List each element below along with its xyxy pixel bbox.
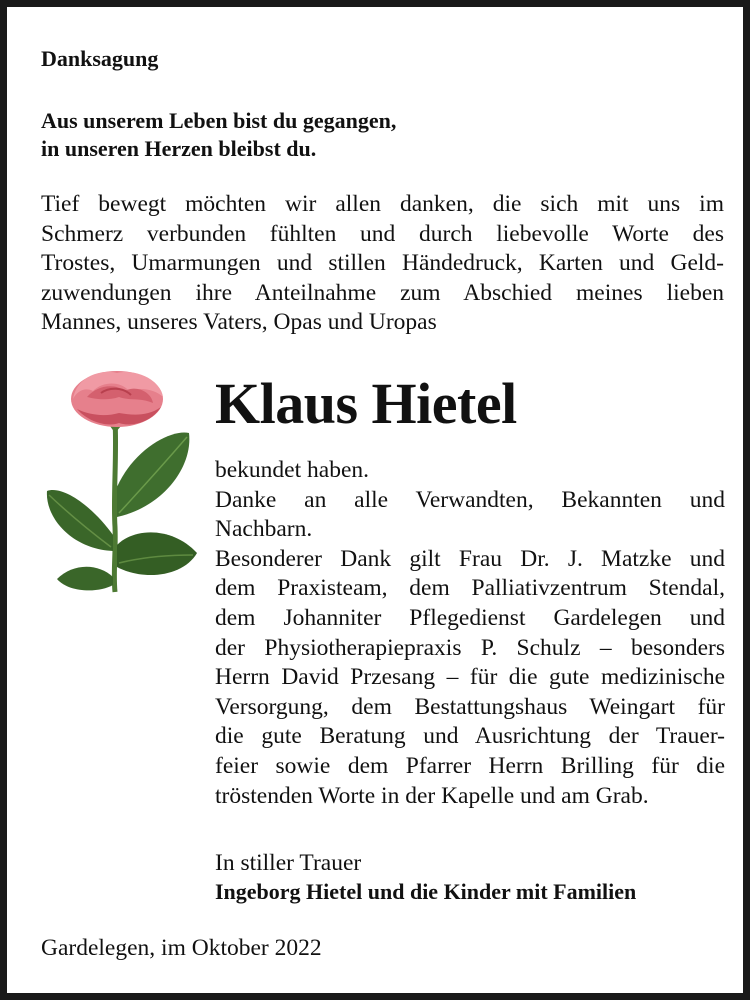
deceased-name: Klaus Hietel [215,371,517,436]
intro-line: Mannes, unseres Vaters, Opas und Uropas [41,309,437,336]
notice-heading: Danksagung [41,46,159,71]
motto-line: Aus unserem Leben bist du gegangen, [41,108,397,133]
intro-paragraph [41,190,724,338]
body-line: tröstenden Worte in der Kapelle und am Grab. [215,782,649,809]
intro-line: Tief bewegt möchten wir allen danken, die sich mit uns im [41,191,724,217]
body-line: bekundet haben. [215,457,370,483]
signatories: Ingeborg Hietel und die Kinder mit Familien [215,879,637,904]
body-line: Versorgung, dem Bestattungshaus Weingart für [215,693,725,720]
body-line: Nachbarn. [215,516,313,543]
body-line: feier sowie dem Pfarrer Herrn Brilling für die [215,752,725,779]
body-paragraph [215,456,725,811]
body-line: der Physiotherapiepraxis P. Schulz – besonders [215,634,725,661]
body-line: Herrn David Przesang – für die gute medizinische [215,664,725,691]
body-line: dem Praxisteam, dem Palliativzentrum Stendal, [215,575,725,602]
intro-line: zuwendungen ihre Anteilnahme zum Abschied meines lieben [41,279,724,306]
rose-icon [43,367,201,595]
motto-line: in unseren Herzen bleibst du. [41,136,317,161]
intro-line: Trostes, Umarmungen und stillen Händedruck, Karten und Geld- [41,250,724,277]
body-line: dem Johanniter Pflegedienst Gardelegen und [215,604,725,631]
motto [41,107,396,163]
body-line: Danke an alle Verwandten, Bekannten und [215,486,725,513]
intro-line: Schmerz verbunden fühlten und durch liebevolle Worte des [41,220,724,247]
mourning-line: In stiller Trauer [215,850,362,876]
body-line: Besonderer Dank gilt Frau Dr. J. Matzke und [215,545,725,572]
body-line: die gute Beratung und Ausrichtung der Trauer- [215,723,725,750]
place-date: Gardelegen, im Oktober 2022 [41,935,322,961]
